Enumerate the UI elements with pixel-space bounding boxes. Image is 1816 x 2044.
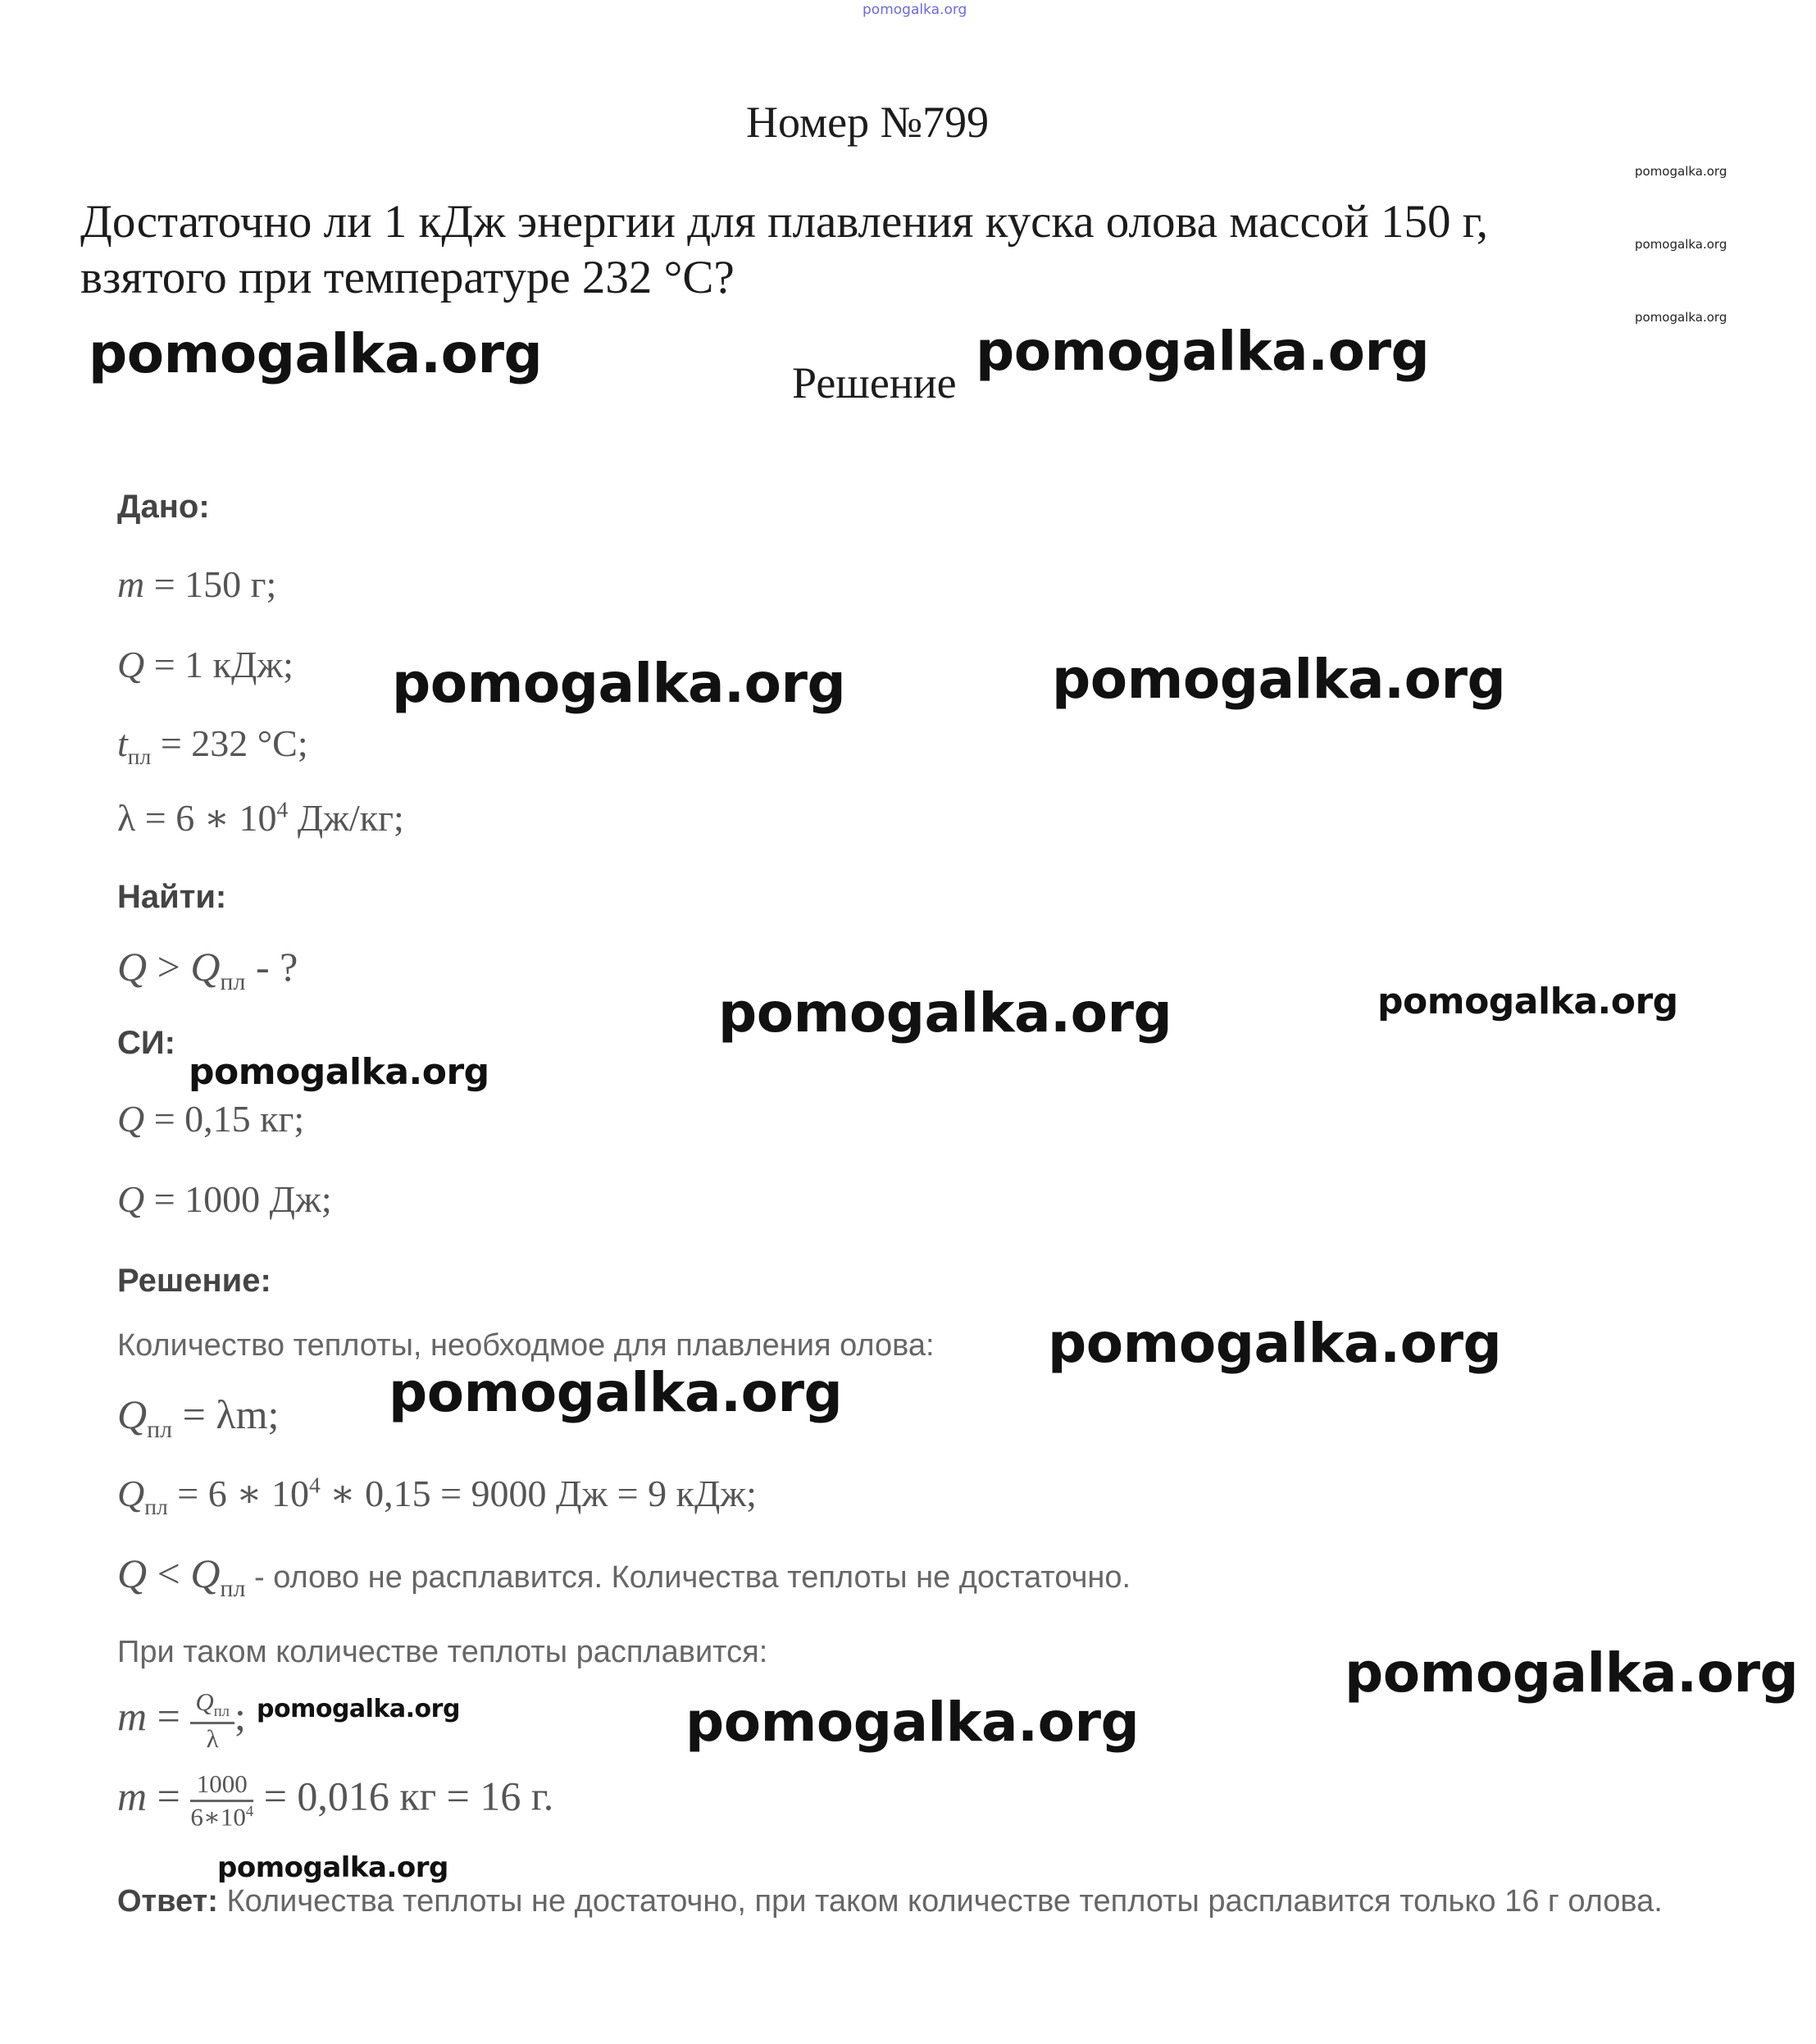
answer-line: Ответ: Количества теплоты не достаточно, при таком количестве теплоты расплавится только 16 г олова.	[117, 1884, 1663, 1919]
watermark: pomogalka.org	[257, 1695, 460, 1723]
si-mass: Q = 0,15 кг;	[117, 1098, 305, 1140]
si-heat: Q = 1000 Дж;	[117, 1178, 332, 1220]
watermark: pomogalka.org	[389, 1361, 843, 1424]
given-temperature: $t_{пл} = 232$ °C;	[117, 722, 308, 770]
solution-heading: Решение	[792, 358, 957, 407]
comparison-line: $Q < Q_{пл}$ - олово не расплавится. Количества теплоты не достаточно.	[117, 1550, 1131, 1602]
watermark: pomogalka.org	[392, 652, 846, 715]
small-watermark: pomogalka.org	[1635, 164, 1727, 179]
solution-label: Решение:	[117, 1263, 271, 1299]
given-heat: Q = 1 кДж;	[117, 644, 294, 685]
formula-melt-heat-value: $Q_{пл} = 6$ ∗ $10^4$ ∗ 0,15 = 9000 Дж = 9 кДж;	[117, 1472, 757, 1520]
given-lambda: λ = 6 ∗ $10^4$ Дж/кг;	[117, 796, 404, 839]
watermark: pomogalka.org	[685, 1691, 1140, 1754]
formula-mass-value: m = $\frac{1000}{6∗10^4}$ = 0,016 кг = 16 г.	[117, 1769, 554, 1831]
watermark: pomogalka.org	[976, 320, 1430, 383]
question-line-1: Достаточно ли 1 кДж энергии для плавления куска олова массой 150 г,	[80, 196, 1488, 248]
top-watermark: pomogalka.org	[862, 2, 967, 18]
watermark: pomogalka.org	[89, 322, 543, 385]
page-title: Номер №799	[746, 98, 990, 147]
watermark: pomogalka.org	[1377, 981, 1678, 1022]
formula-melt-heat: $Q_{пл} = \lambda m$;	[117, 1391, 280, 1443]
given-label: Дано:	[117, 489, 210, 525]
given-mass: m = 150 г;	[117, 563, 277, 605]
question-line-2: взятого при температуре 232 °C?	[80, 252, 735, 303]
small-watermark: pomogalka.org	[1635, 237, 1727, 252]
watermark: pomogalka.org	[1345, 1641, 1799, 1705]
small-watermark: pomogalka.org	[1635, 310, 1727, 325]
formula-mass: m = $\frac{Q_{пл}}{\lambda}$ ;	[117, 1687, 246, 1753]
solution-intro: Количество теплоты, необходмое для плавления олова:	[117, 1328, 935, 1363]
watermark: pomogalka.org	[1052, 648, 1506, 711]
si-label: СИ:	[117, 1025, 175, 1061]
watermark: pomogalka.org	[217, 1851, 448, 1884]
watermark: pomogalka.org	[189, 1051, 489, 1093]
find-label: Найти:	[117, 879, 227, 915]
melt-intro: При таком количестве теплоты расплавится:	[117, 1635, 768, 1669]
watermark: pomogalka.org	[1048, 1312, 1502, 1375]
find-expression: $Q > Q_{пл}$ - ?	[117, 944, 298, 995]
watermark: pomogalka.org	[718, 981, 1172, 1045]
